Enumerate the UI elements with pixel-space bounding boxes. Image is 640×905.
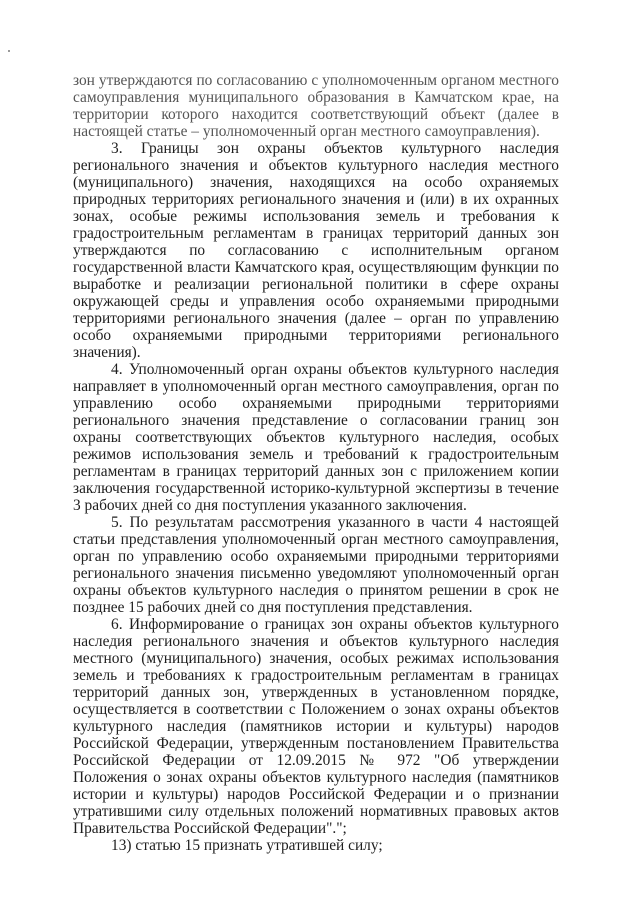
paragraph-6: 6. Информирование о границах зон охраны объектов культурного наследия регионального значения и объектов культурного наследия местного (муниципального) значения, особых режимах использования земель и требованиях к градостроительным регламентам в границах территорий данных зон, утвержденных в установленном порядке, осуществляется в соответствии с Положением о зонах охраны объектов культурного наследия (памятников истории и культуры) народов Российской Федерации, утвержденным постановлением Правительства Российской Федерации от 12.09.2015 № 972 "Об утверждении Положения о зонах охраны объектов культурного наследия (памятников истории и культуры) народов Российской Федерации и о признании утратившими силу отдельных положений нормативных правовых актов Правительства Российской Федерации"."; (73, 616, 559, 837)
paragraph-4: 4. Уполномоченный орган охраны объектов культурного наследия направляет в уполномоченный орган местного самоуправления, орган по управлению особо охраняемыми природными территориями регионального значения представление о согласовании границ зон охраны соответствующих объектов культурного наследия, особых режимов использования земель и требований к градостроительным регламентам в границах территорий данных зон с приложением копии заключения государственной историко-культурной экспертизы в течение 3 рабочих дней со дня поступления указанного заключения. (73, 361, 559, 514)
paragraph-item-13: 13) статью 15 признать утратившей силу; (111, 837, 383, 854)
paragraph-continuation: зон утверждаются по согласованию с уполномоченным органом местного самоуправления муниципального образования в Камчатском крае, на территории которого находится соответствующий объект (далее в настоящей статье – уполномоченный орган местного самоуправления). (73, 72, 559, 140)
document-body (73, 72, 559, 854)
scan-speck (8, 50, 10, 52)
paragraph-3: 3. Границы зон охраны объектов культурного наследия регионального значения и объектов культурного наследия местного (муниципального) значения, находящихся на особо охраняемых природных территориях регионального значения и (или) в их охранных зонах, особые режимы использования земель и требования к градостроительным регламентам в границах территорий данных зон утверждаются по согласованию с исполнительным органом государственной власти Камчатского края, осуществляющим функции по выработке и реализации региональной политики в сфере охраны окружающей среды и управления особо охраняемыми природными территориями регионального значения (далее – орган по управлению особо охраняемыми природными территориями регионального значения). (73, 140, 559, 361)
paragraph-5: 5. По результатам рассмотрения указанного в части 4 настоящей статьи представления уполномоченный орган местного самоуправления, орган по управлению особо охраняемыми природными территориями регионального значения письменно уведомляют уполномоченный орган охраны объектов культурного наследия о принятом решении в срок не позднее 15 рабочих дней со дня поступления представления. (73, 514, 559, 616)
